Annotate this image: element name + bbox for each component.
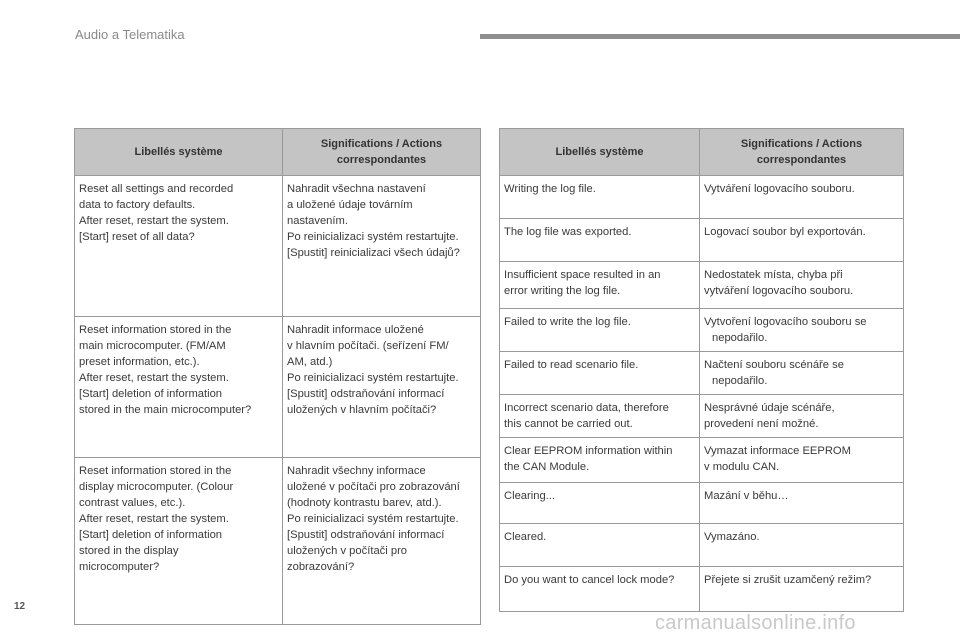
system-label-cell: Writing the log file. bbox=[500, 176, 700, 219]
table-row bbox=[500, 176, 904, 219]
column-header-system: Libellés système bbox=[500, 129, 700, 176]
table-row bbox=[500, 262, 904, 309]
system-label-cell: Cleared. bbox=[500, 524, 700, 567]
meaning-cell: Nedostatek místa, chyba při vytváření logovacího souboru. bbox=[700, 262, 904, 309]
page-number: 12 bbox=[14, 601, 26, 612]
table-row bbox=[75, 458, 481, 625]
meaning-cell: Vymazat informace EEPROM v modulu CAN. bbox=[700, 438, 904, 483]
meaning-cell: Vytvoření logovacího souboru se nepodařilo. bbox=[700, 309, 904, 352]
meaning-cell: Nahradit všechna nastavení a uložené údaje továrním nastavením. Po reinicializaci systém restartujte. [Spustit] reinicializaci všech údajů? bbox=[283, 176, 481, 317]
system-label-cell: Reset information stored in the main microcomputer. (FM/AM preset information, etc.). After reset, restart the system. [Start] deletion of information stored in the main microcomputer? bbox=[75, 317, 283, 458]
column-header-meaning: Significations / Actions correspondantes bbox=[700, 129, 904, 176]
system-label-cell: Incorrect scenario data, therefore this cannot be carried out. bbox=[500, 395, 700, 438]
meaning-cell: Nahradit informace uložené v hlavním počítači. (seřízení FM/ AM, atd.) Po reinicializaci systém restartujte. [Spustit] odstraňování informací uložených v hlavním počítači? bbox=[283, 317, 481, 458]
meaning-cell: Načtení souboru scénáře se nepodařilo. bbox=[700, 352, 904, 395]
meaning-cell: Vymazáno. bbox=[700, 524, 904, 567]
header-bar bbox=[480, 34, 960, 39]
table-row bbox=[500, 309, 904, 352]
table-row bbox=[500, 219, 904, 262]
system-label-cell: The log file was exported. bbox=[500, 219, 700, 262]
meaning-cell: Přejete si zrušit uzamčený režim? bbox=[700, 567, 904, 612]
system-label-cell: Do you want to cancel lock mode? bbox=[500, 567, 700, 612]
table-header-row bbox=[500, 129, 904, 176]
table-row bbox=[75, 317, 481, 458]
right-table bbox=[499, 128, 904, 612]
system-label-cell: Clear EEPROM information within the CAN Module. bbox=[500, 438, 700, 483]
system-label-cell: Failed to read scenario file. bbox=[500, 352, 700, 395]
table-row bbox=[75, 176, 481, 317]
table-row bbox=[500, 395, 904, 438]
watermark: carmanualsonline.info bbox=[655, 612, 856, 634]
table-row bbox=[500, 438, 904, 483]
page-header-title: Audio a Telematika bbox=[75, 27, 185, 42]
system-label-cell: Clearing... bbox=[500, 483, 700, 524]
column-header-meaning: Significations / Actions correspondantes bbox=[283, 129, 481, 176]
meaning-cell: Vytváření logovacího souboru. bbox=[700, 176, 904, 219]
table-row bbox=[500, 483, 904, 524]
column-header-system: Libellés système bbox=[75, 129, 283, 176]
system-label-cell: Reset information stored in the display microcomputer. (Colour contrast values, etc.). After reset, restart the system. [Start] deletion of information stored in the display microcomputer? bbox=[75, 458, 283, 625]
meaning-cell: Nahradit všechny informace uložené v počítači pro zobrazování (hodnoty kontrastu barev, atd.). Po reinicializaci systém restartujte. [Spustit] odstraňování informací uložených v počítači pro zobrazování? bbox=[283, 458, 481, 625]
system-label-cell: Reset all settings and recorded data to factory defaults. After reset, restart the system. [Start] reset of all data? bbox=[75, 176, 283, 317]
meaning-cell: Mazání v běhu… bbox=[700, 483, 904, 524]
table-row bbox=[500, 567, 904, 612]
meaning-cell: Logovací soubor byl exportován. bbox=[700, 219, 904, 262]
table-row bbox=[500, 524, 904, 567]
table-header-row bbox=[75, 129, 481, 176]
system-label-cell: Failed to write the log file. bbox=[500, 309, 700, 352]
meaning-cell: Nesprávné údaje scénáře, provedení není možné. bbox=[700, 395, 904, 438]
left-table bbox=[74, 128, 481, 625]
system-label-cell: Insufficient space resulted in an error writing the log file. bbox=[500, 262, 700, 309]
table-row bbox=[500, 352, 904, 395]
